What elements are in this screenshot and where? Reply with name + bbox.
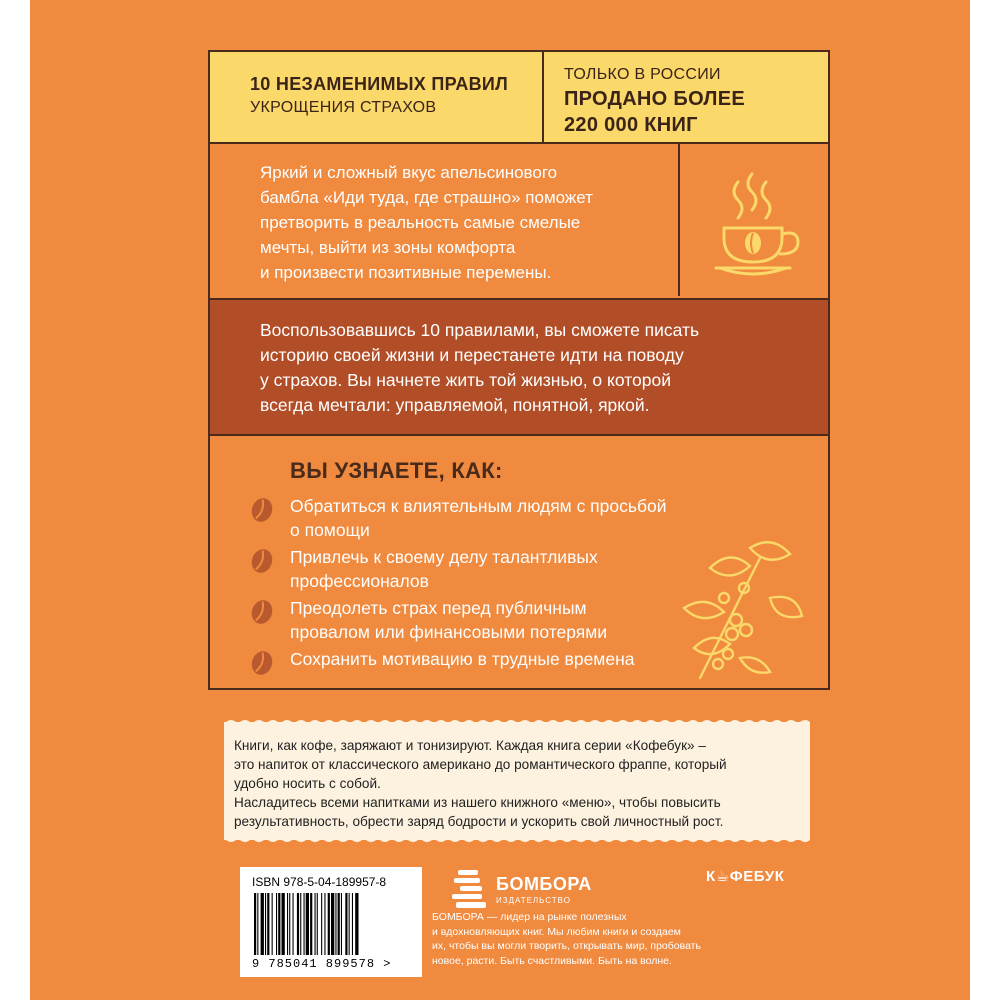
barcode-bar [317, 893, 318, 955]
publisher-logo-icon [450, 868, 490, 912]
list-item-line: Сохранить мотивацию в трудные времена [290, 649, 635, 669]
note-line: Насладитесь всеми напитками из нашего книжного «меню», чтобы повысить [234, 795, 721, 810]
publisher-line: их, чтобы вы могли творить, открывать мир, пробовать [432, 940, 701, 952]
sales-line-1: ТОЛЬКО В РОССИИ [564, 66, 721, 83]
series-note-text [234, 736, 800, 831]
barcode-digits: 9 785041 899578 > [252, 957, 392, 971]
barcode-bar [341, 893, 342, 955]
coffee-bean-icon [250, 496, 274, 524]
book-back-cover [30, 0, 970, 1000]
rules-title: 10 НЕЗАМЕНИМЫХ ПРАВИЛ [250, 74, 509, 94]
series-note [224, 722, 810, 840]
quote-line: историю своей жизни и перестанете идти на поводу [260, 345, 684, 365]
benefit-list [250, 494, 667, 674]
barcode-bar [352, 893, 353, 955]
wavy-edge-top [224, 716, 810, 724]
list-item-line: Привлечь к своему делу талантливых [290, 547, 598, 567]
series-logo: К☕ФЕБУК [706, 868, 785, 885]
quote-panel [210, 298, 828, 436]
barcode-bar [289, 893, 290, 955]
sales-line-2: ПРОДАНО БОЛЕЕ [564, 88, 746, 110]
barcode-bar [306, 893, 309, 955]
barcode-bar [300, 893, 301, 955]
coffee-cup-icon [680, 144, 830, 296]
barcode-icon [250, 893, 412, 955]
coffee-branch-icon [680, 528, 810, 688]
coffee-bean-icon [250, 649, 274, 677]
list-item [250, 647, 667, 671]
barcode-bar [338, 893, 340, 955]
top-band [210, 52, 828, 144]
list-item [250, 596, 667, 644]
wavy-edge-bottom [224, 838, 810, 846]
rules-block [210, 52, 544, 142]
note-line: Книги, как кофе, заряжают и тонизируют. Каждая книга серии «Кофебук» – [234, 738, 706, 753]
intro-line: мечты, выйти из зоны комфорта [260, 238, 516, 257]
barcode-bar [304, 893, 305, 955]
barcode-bar [324, 893, 325, 955]
list-item-line: о помощи [290, 520, 370, 540]
intro-line: и произвести позитивные перемены. [260, 263, 552, 282]
barcode-bar [297, 893, 299, 955]
coffee-bean-icon [250, 598, 274, 626]
publisher-line: новое, расти. Быть счастливыми. Быть на волне. [432, 954, 672, 967]
coffee-bean-icon [250, 547, 274, 575]
barcode-bar [335, 893, 336, 955]
learn-section [210, 438, 828, 688]
list-item-line: профессионалов [290, 571, 429, 591]
barcode-bar [257, 893, 258, 955]
quote-line: всегда мечтали: управляемой, понятной, яркой. [260, 395, 650, 415]
list-item-line: Обратиться к влиятельным людям с просьбой [290, 496, 667, 516]
barcode-bar [265, 893, 266, 955]
barcode-bar [315, 893, 316, 955]
barcode-bar [321, 893, 322, 955]
barcode-bar [331, 893, 334, 955]
rules-subtitle: УКРОЩЕНИЯ СТРАХОВ [250, 99, 437, 116]
barcode-bar [272, 893, 273, 955]
barcode-bar [293, 893, 294, 955]
note-line: удобно носить с собой. [234, 776, 381, 791]
quote-line: у страхов. Вы начнете жить той жизнью, о которой [260, 370, 672, 390]
quote-line: Воспользовавшись 10 правилами, вы сможете писать [260, 320, 700, 340]
barcode-bar [254, 893, 256, 955]
barcode-bar [355, 893, 358, 955]
barcode-bar [276, 893, 277, 955]
barcode-bar [261, 893, 264, 955]
publisher-line: и вдохновляющих книг. Мы любим книги и создаем [432, 925, 681, 938]
publisher-name: БОМБОРА [496, 874, 592, 894]
list-item [250, 545, 667, 593]
list-item [250, 494, 667, 542]
intro-text [210, 144, 680, 296]
barcode-bar [310, 893, 312, 955]
learn-title: ВЫ УЗНАЕТЕ, КАК: [290, 458, 503, 483]
sales-line-3: 220 000 КНИГ [564, 114, 698, 136]
barcode-block [240, 867, 422, 977]
intro-line: Яркий и сложный вкус апельсинового [260, 163, 558, 182]
barcode-bar [282, 893, 285, 955]
publisher-sub: ИЗДАТЕЛЬСТВО [496, 896, 571, 905]
barcode-bar [349, 893, 350, 955]
publisher-description [432, 910, 722, 968]
barcode-bar [278, 893, 280, 955]
list-item-line: Преодолеть страх перед публичным [290, 598, 587, 618]
note-line: это напиток от классического американо до романтического фраппе, который [234, 757, 727, 772]
isbn-label: ISBN 978-5-04-189957-8 [252, 875, 387, 889]
barcode-bar [267, 893, 269, 955]
barcode-bar [287, 893, 288, 955]
intro-line: претворить в реальность самые смелые [260, 213, 581, 232]
note-line: результативность, обрести заряд бодрости и ускорить свой личностный рост. [234, 814, 724, 829]
barcode-bar [345, 893, 347, 955]
barcode-bar [328, 893, 330, 955]
list-item-line: провалом или финансовыми потерями [290, 622, 608, 642]
sales-block [544, 52, 828, 156]
content-frame [208, 50, 830, 690]
intro-line: бамбла «Иди туда, где страшно» поможет [260, 188, 593, 207]
publisher-line: БОМБОРА — лидер на рынке полезных [432, 911, 627, 923]
